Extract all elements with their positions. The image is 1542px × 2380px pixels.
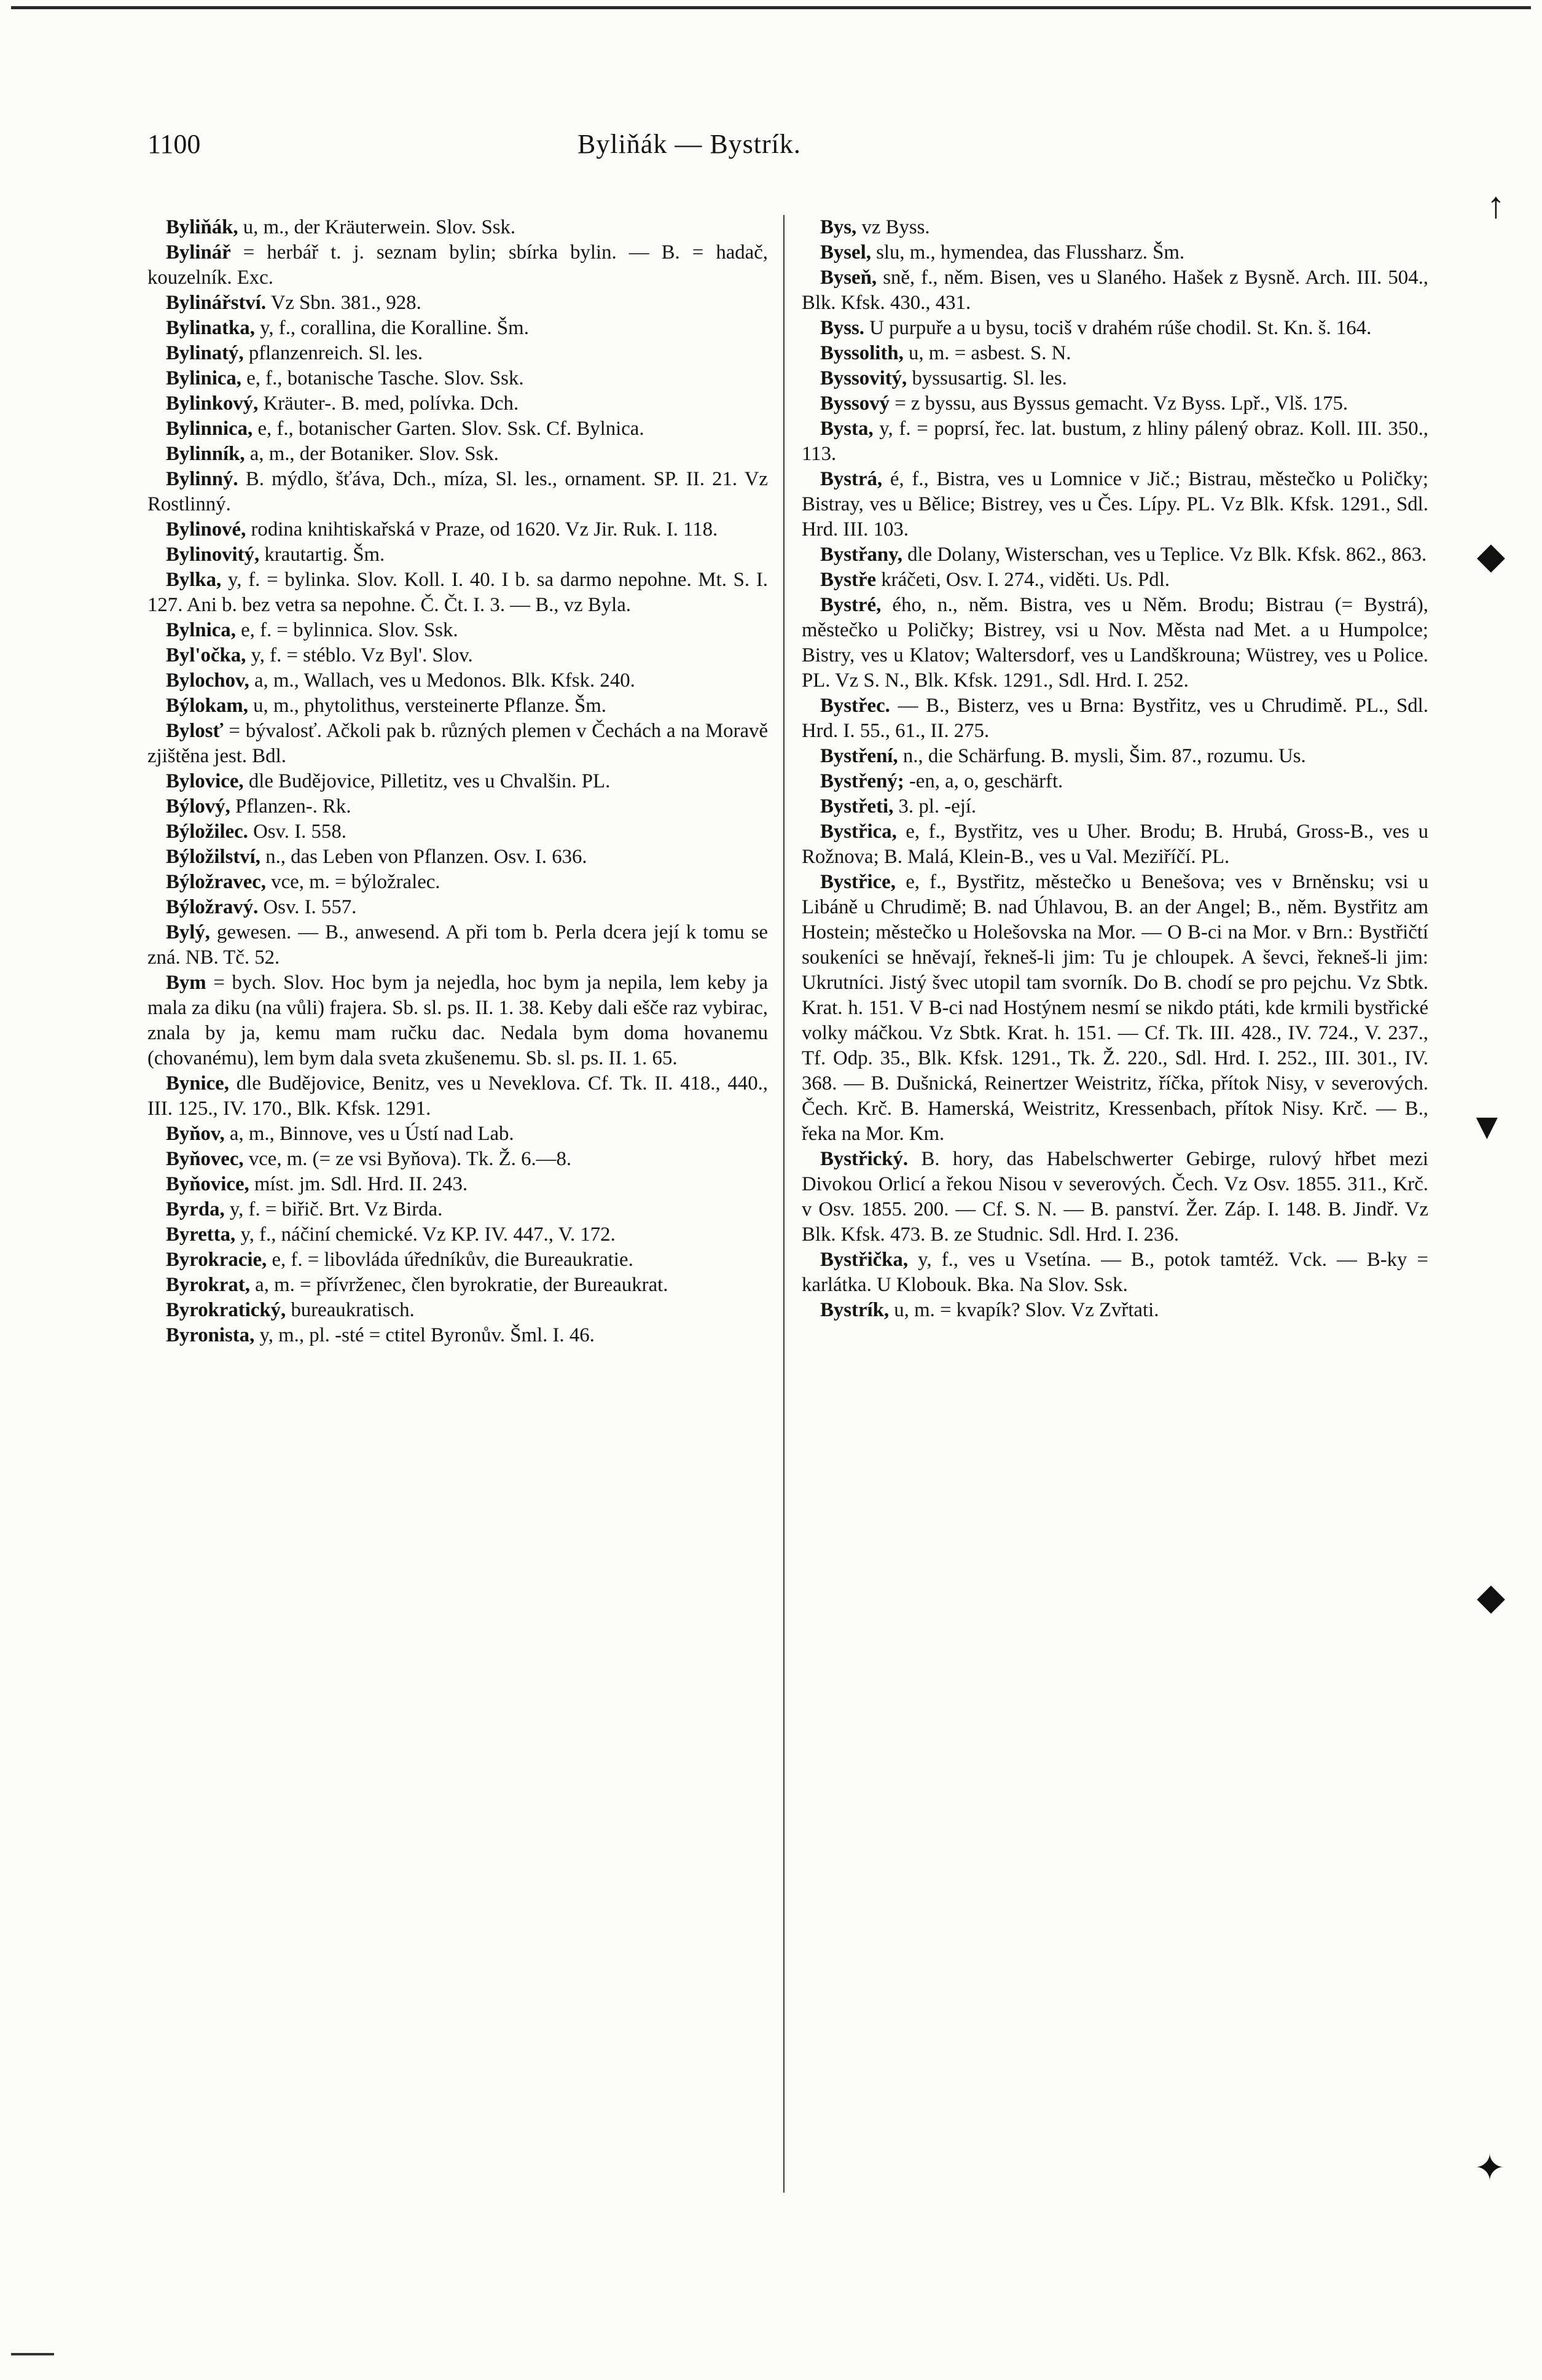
entry-headword: Bylý, [166, 921, 210, 943]
dictionary-entry [147, 693, 768, 719]
entry-headword: Býložilec. [166, 821, 248, 843]
dictionary-entry [147, 1172, 768, 1197]
entry-headword: Bylinný. [166, 468, 238, 490]
entry-definition: dle Budějovice, Benitz, ves u Neveklova. Cf. Tk. II. 418., 440., III. 125., IV. 170., Blk. Kfsk. 1291. [147, 1072, 769, 1120]
entry-definition: Pflanzen-. Rk. [235, 795, 351, 817]
entry-headword: Bys, [820, 216, 857, 238]
right-column [802, 215, 1428, 1323]
entry-definition: e, f., botanische Tasche. Slov. Ssk. [246, 367, 524, 389]
margin-mark-icon: ◆ [1476, 536, 1505, 576]
entry-definition: a, m., Wallach, ves u Medonos. Blk. Kfsk. 240. [254, 669, 635, 692]
dictionary-entry [147, 568, 768, 618]
entry-headword: Bystře [820, 569, 877, 591]
dictionary-entry [147, 467, 768, 517]
dictionary-entry [147, 819, 768, 845]
dictionary-entry [147, 1273, 768, 1298]
dictionary-entry [147, 366, 768, 391]
entry-definition: U purpuře a u bysu, tociš v drahém rúše chodil. St. Kn. š. 164. [869, 317, 1372, 339]
dictionary-entry [802, 316, 1428, 341]
entry-definition: e, f., botanischer Garten. Slov. Ssk. Cf. Bylnica. [257, 418, 644, 440]
entry-headword: Býlový, [166, 795, 230, 817]
dictionary-entry [147, 920, 768, 970]
entry-headword: Byretta, [166, 1223, 236, 1246]
entry-definition: y, f., ves u Vsetína. — B., potok tamtéž. Vck. — B-ky = karlátka. U Klobouk. Bka. Na Slov. Ssk. [802, 1249, 1428, 1296]
dictionary-entry [802, 1247, 1428, 1298]
entry-definition: a, m. = přívrženec, člen byrokratie, der Bureaukrat. [255, 1274, 668, 1296]
entry-definition: byssusartig. Sl. les. [912, 367, 1067, 389]
entry-headword: Byňov, [166, 1123, 225, 1145]
entry-headword: Bylochov, [166, 669, 249, 692]
entry-definition: rodina knihtiskařská v Praze, od 1620. Vz Jir. Ruk. I. 118. [251, 518, 718, 540]
entry-definition: vce, m. (= ze vsi Byňova). Tk. Ž. 6.—8. [248, 1148, 572, 1170]
dictionary-entry [802, 366, 1428, 391]
entry-definition: n., die Schärfung. B. mysli, Šim. 87., rozumu. Us. [902, 745, 1306, 767]
entry-headword: Bystřany, [820, 544, 902, 566]
margin-mark-icon: ↑ [1487, 185, 1505, 225]
entry-definition: B. mýdlo, šťáva, Dch., míza, Sl. les., ornament. SP. II. 21. Vz Rostlinný. [147, 468, 768, 515]
entry-headword: Bynice, [166, 1072, 229, 1094]
dictionary-entry [802, 416, 1428, 467]
entry-definition: y, f. = bylinka. Slov. Koll. I. 40. I b. sa darmo nepohne. Mt. S. I. 127. Ani b. bez vetra sa nepohne. Č. Čt. I. 3. — B., vz Byla. [147, 569, 769, 616]
entry-headword: Byssolith, [820, 342, 904, 364]
left-column [147, 215, 768, 1348]
entry-headword: Býložravý. [166, 896, 259, 918]
entry-headword: Bylinník, [166, 443, 245, 465]
dictionary-entry [147, 1122, 768, 1147]
entry-definition: = bývalosť. Ačkoli pak b. různých plemen v Čechách a na Moravě zjištěna jest. Bdl. [147, 720, 769, 767]
dictionary-entry [147, 416, 768, 442]
dictionary-entry [802, 744, 1428, 769]
dictionary-entry [147, 1247, 768, 1273]
entry-definition: — B., Bisterz, ves u Brna: Bystřitz, ves u Chrudimě. PL., Sdl. Hrd. I. 55., 61., II. 275. [802, 695, 1428, 742]
entry-headword: Bystřice, [820, 871, 896, 893]
entry-definition: e, f., Bystřitz, ves u Uher. Brodu; B. Hrubá, Gross-B., ves u Rožnova; B. Malá, Klein-B., ves u Val. Meziříčí. PL. [802, 821, 1428, 868]
dictionary-entry [147, 1147, 768, 1172]
entry-definition: Vz Sbn. 381., 928. [270, 292, 421, 314]
entry-definition: dle Budějovice, Pilletitz, ves u Chvalšin. PL. [248, 770, 611, 792]
dictionary-entry [147, 215, 768, 240]
entry-definition: dle Dolany, Wisterschan, ves u Teplice. Vz Blk. Kfsk. 862., 863. [907, 544, 1427, 566]
entry-definition: kráčeti, Osv. I. 274., viděti. Us. Pdl. [881, 569, 1170, 591]
dictionary-entry [147, 1298, 768, 1323]
dictionary-entry [147, 517, 768, 542]
entry-headword: Bym [166, 972, 206, 994]
dictionary-entry [147, 316, 768, 341]
dictionary-entry [147, 240, 768, 291]
entry-headword: Bylinovitý, [166, 544, 260, 566]
dictionary-entry [802, 341, 1428, 366]
entry-headword: Bylinové, [166, 518, 246, 540]
dictionary-entry [147, 794, 768, 819]
entry-headword: Bystrá, [820, 468, 883, 490]
entry-definition: -en, a, o, geschärft. [909, 770, 1063, 792]
entry-definition: ého, n., něm. Bistra, ves u Něm. Brodu; Bistrau (= Bystrá), městečko u Poličky; Bistrey, vsi u Nov. Města nad Met. a u Humpolce; Bistry, ves u Klatov; Waltersdorf, ves u Landškrouna; Wüstrey, ves u Police. PL. Vz S. N., Blk. Kfsk. 1291., Sdl. Hrd. I. 252. [802, 594, 1428, 692]
entry-definition: Osv. I. 558. [253, 821, 346, 843]
dictionary-entry [147, 668, 768, 693]
entry-headword: Bysel, [820, 241, 871, 263]
entry-headword: Bystřička, [820, 1249, 909, 1271]
top-rule [11, 6, 1531, 9]
entry-definition: n., das Leben von Pflanzen. Osv. I. 636. [265, 846, 587, 868]
dictionary-entry [802, 693, 1428, 744]
entry-definition: = z byssu, aus Byssus gemacht. Vz Byss. Lpř., Vlš. 175. [894, 392, 1348, 415]
entry-headword: Bystrík, [820, 1299, 890, 1321]
entry-headword: Bystřec. [820, 695, 890, 717]
dictionary-entry [147, 719, 768, 769]
entry-headword: Bystré, [820, 594, 882, 616]
entry-definition: pflanzenreich. Sl. les. [248, 342, 423, 364]
entry-headword: Býlokam, [166, 695, 248, 717]
dictionary-entry [147, 1323, 768, 1348]
entry-headword: Bylinatka, [166, 317, 255, 339]
dictionary-entry [147, 769, 768, 794]
entry-headword: Byrokratický, [166, 1299, 286, 1321]
entry-headword: Bylinkový, [166, 392, 259, 415]
entry-headword: Býložilství, [166, 846, 260, 868]
dictionary-entry [147, 870, 768, 895]
dictionary-entry [802, 240, 1428, 265]
entry-headword: Bylinář [166, 241, 231, 263]
entry-definition: = herbář t. j. seznam bylin; sbírka bylin. — B. = hadač, kouzelník. Exc. [147, 241, 768, 289]
dictionary-entry [802, 391, 1428, 416]
entry-headword: Bylka, [166, 569, 222, 591]
dictionary-entry [147, 442, 768, 467]
entry-definition: e, f., Bystřitz, městečko u Benešova; ves v Brněnsku; vsi u Libáně u Chrudimě; B. nad Úhlavou, B. an der Angel; B., něm. Bystřitz am Hostein; městečko u Holešovska na Mor. — O B-ci na Mor. v Brn.: Bystřičtí soukeníci se hněvají, řekneš-li jim: Tu je chloupek. A ševci, řekneš-li jim: Ukrutníci. Jistý švec utopil tam svorník. Do B. chodí se pro pejchu. Vz Sbtk. Krat. h. 151. V B-ci nad Hostýnem nesmí se nikdo ptáti, kde krmili bystřické volky máčkou. Vz Sbtk. Krat. h. 151. — Cf. Tk. III. 428., IV. 724., V. 237., Tf. Odp. 35., Blk. Kfsk. 1291., Tk. Ž. 220., Sdl. Hrd. I. 252., III. 301., IV. 368. — B. Dušnická, Reinertzer Weistritz, říčka, přítok Nisy, v severových. Čech. Krč. B. Hamerská, Weistritz, Kressenbach, přítok Nisy. Krč. — B., řeka na Mor. Km. [802, 871, 1428, 1145]
page-number: 1100 [147, 129, 201, 159]
entry-headword: Bystřený; [820, 770, 904, 792]
entry-definition: 3. pl. -ejí. [898, 795, 977, 817]
entry-headword: Bylinica, [166, 367, 242, 389]
dictionary-entry [147, 291, 768, 316]
entry-definition: Kräuter-. B. med, polívka. Dch. [263, 392, 519, 415]
entry-headword: Byrokrat, [166, 1274, 250, 1296]
entry-headword: Bystřický. [820, 1148, 909, 1170]
dictionary-entry [802, 467, 1428, 542]
entry-headword: Byliňák, [166, 216, 238, 238]
bottom-rule [11, 2353, 54, 2355]
entry-definition: u, m. = kvapík? Slov. Vz Zvřtati. [894, 1299, 1159, 1321]
dictionary-entry [147, 895, 768, 920]
entry-headword: Byňovec, [166, 1148, 244, 1170]
dictionary-entry [802, 819, 1428, 870]
entry-headword: Bylinářství. [166, 292, 267, 314]
entry-headword: Bystření, [820, 745, 898, 767]
dictionary-entry [802, 1298, 1428, 1323]
dictionary-entry [147, 1222, 768, 1247]
entry-headword: Byssovitý, [820, 367, 907, 389]
entry-headword: Bylovice, [166, 770, 244, 792]
entry-headword: Byrda, [166, 1198, 225, 1220]
dictionary-entry [802, 215, 1428, 240]
entry-definition: sně, f., něm. Bisen, ves u Slaného. Hašek z Bysně. Arch. III. 504., Blk. Kfsk. 430., 431. [802, 267, 1428, 314]
entry-definition: Osv. I. 557. [263, 896, 357, 918]
dictionary-entry [802, 794, 1428, 819]
entry-definition: e, f. = libovláda úředníkův, die Bureaukratie. [272, 1249, 633, 1271]
entry-headword: Bylnica, [166, 619, 236, 641]
entry-headword: Byl'očka, [166, 644, 246, 666]
entry-definition: y, f. = poprsí, řec. lat. bustum, z hliny pálený obraz. Koll. III. 350., 113. [802, 418, 1429, 465]
dictionary-entry [147, 970, 768, 1071]
entry-headword: Byssový [820, 392, 890, 415]
entry-headword: Bystřica, [820, 821, 897, 843]
entry-definition: krautartig. Šm. [264, 544, 385, 566]
dictionary-entry [802, 568, 1428, 593]
entry-headword: Byňovice, [166, 1173, 249, 1195]
dictionary-entry [802, 870, 1428, 1147]
dictionary-entry [147, 845, 768, 870]
entry-definition: a, m., Binnove, ves u Ústí nad Lab. [229, 1123, 514, 1145]
entry-definition: a, m., der Botaniker. Slov. Ssk. [249, 443, 499, 465]
entry-definition: míst. jm. Sdl. Hrd. II. 243. [254, 1173, 468, 1195]
page-header [147, 126, 1542, 163]
dictionary-entry [802, 265, 1428, 316]
entry-headword: Bylinatý, [166, 342, 244, 364]
entry-headword: Byronista, [166, 1324, 255, 1346]
dictionary-entry [147, 618, 768, 643]
entry-headword: Býložravec, [166, 871, 267, 893]
dictionary-entry [147, 542, 768, 568]
entry-definition: gewesen. — B., anwesend. A při tom b. Perla dcera její k tomu se zná. NB. Tč. 52. [147, 921, 768, 969]
entry-definition: y, f., náčiní chemické. Vz KP. IV. 447., V. 172. [240, 1223, 616, 1246]
entry-definition: u, m., der Kräuterwein. Slov. Ssk. [243, 216, 516, 238]
entry-definition: y, f., corallina, die Koralline. Šm. [260, 317, 529, 339]
dictionary-entry [147, 643, 768, 668]
dictionary-entry [802, 593, 1428, 693]
entry-headword: Byseň, [820, 267, 877, 289]
entry-headword: Byss. [820, 317, 864, 339]
running-head: Byliňák — Bystrík. [577, 129, 801, 159]
entry-definition: u, m. = asbest. S. N. [909, 342, 1071, 364]
dictionary-entry [147, 1071, 768, 1122]
dictionary-entry [802, 542, 1428, 568]
entry-definition: y, f. = biřič. Brt. Vz Birda. [229, 1198, 443, 1220]
entry-definition: B. hory, das Habelschwerter Gebirge, rulový hřbet mezi Divokou Orlicí a řekou Nisou v severových. Čech. Vz Osv. 1855. 311., Krč. v Osv. 1855. 200. — Cf. S. N. — B. panství. Žer. Záp. I. 148. B. Jindř. Vz Blk. Kfsk. 473. B. ze Studnic. Sdl. Hrd. I. 236. [802, 1148, 1428, 1246]
margin-mark-icon: ▼ [1468, 1106, 1505, 1147]
entry-definition: y, f. = stéblo. Vz Byl'. Slov. [251, 644, 473, 666]
dictionary-entry [147, 341, 768, 366]
margin-mark-icon: ✦ [1474, 2148, 1505, 2188]
dictionary-entry [802, 1147, 1428, 1247]
entry-headword: Bystřeti, [820, 795, 894, 817]
entry-definition: e, f. = bylinnica. Slov. Ssk. [241, 619, 458, 641]
entry-definition: y, m., pl. -sté = ctitel Byronův. Šml. I. 46. [259, 1324, 595, 1346]
entry-headword: Byrokracie, [166, 1249, 267, 1271]
dictionary-entry [802, 769, 1428, 794]
entry-headword: Bylosť [166, 720, 224, 742]
dictionary-entry [147, 1197, 768, 1222]
entry-definition: é, f., Bistra, ves u Lomnice v Jič.; Bistrau, městečko u Poličky; Bistray, ves u Bělice; Bistrey, ves u Čes. Lípy. PL. Vz Blk. Kfsk. 1291., Sdl. Hrd. III. 103. [802, 468, 1428, 540]
entry-definition: bureaukratisch. [291, 1299, 415, 1321]
dictionary-entry [147, 391, 768, 416]
entry-definition: = bych. Slov. Hoc bym ja nejedla, hoc bym ja nepila, lem keby ja mala za diku (na vůli) frajera. Sb. sl. ps. II. 1. 38. Keby dali ešče raz vybirac, znala by ja, kemu mam ručku dac. Nedala bym doma hovanemu (chovanému), lem bym dala sveta zkušenemu. Sb. sl. ps. II. 1. 65. [147, 972, 768, 1069]
entry-definition: slu, m., hymendea, das Flussharz. Šm. [876, 241, 1185, 263]
margin-mark-icon: ◆ [1476, 1577, 1505, 1617]
entry-definition: vz Byss. [861, 216, 930, 238]
entry-headword: Bysta, [820, 418, 874, 440]
entry-definition: vce, m. = býložralec. [271, 871, 440, 893]
column-divider [783, 215, 785, 2193]
entry-definition: u, m., phytolithus, versteinerte Pflanze. Šm. [253, 695, 606, 717]
entry-headword: Bylinnica, [166, 418, 253, 440]
